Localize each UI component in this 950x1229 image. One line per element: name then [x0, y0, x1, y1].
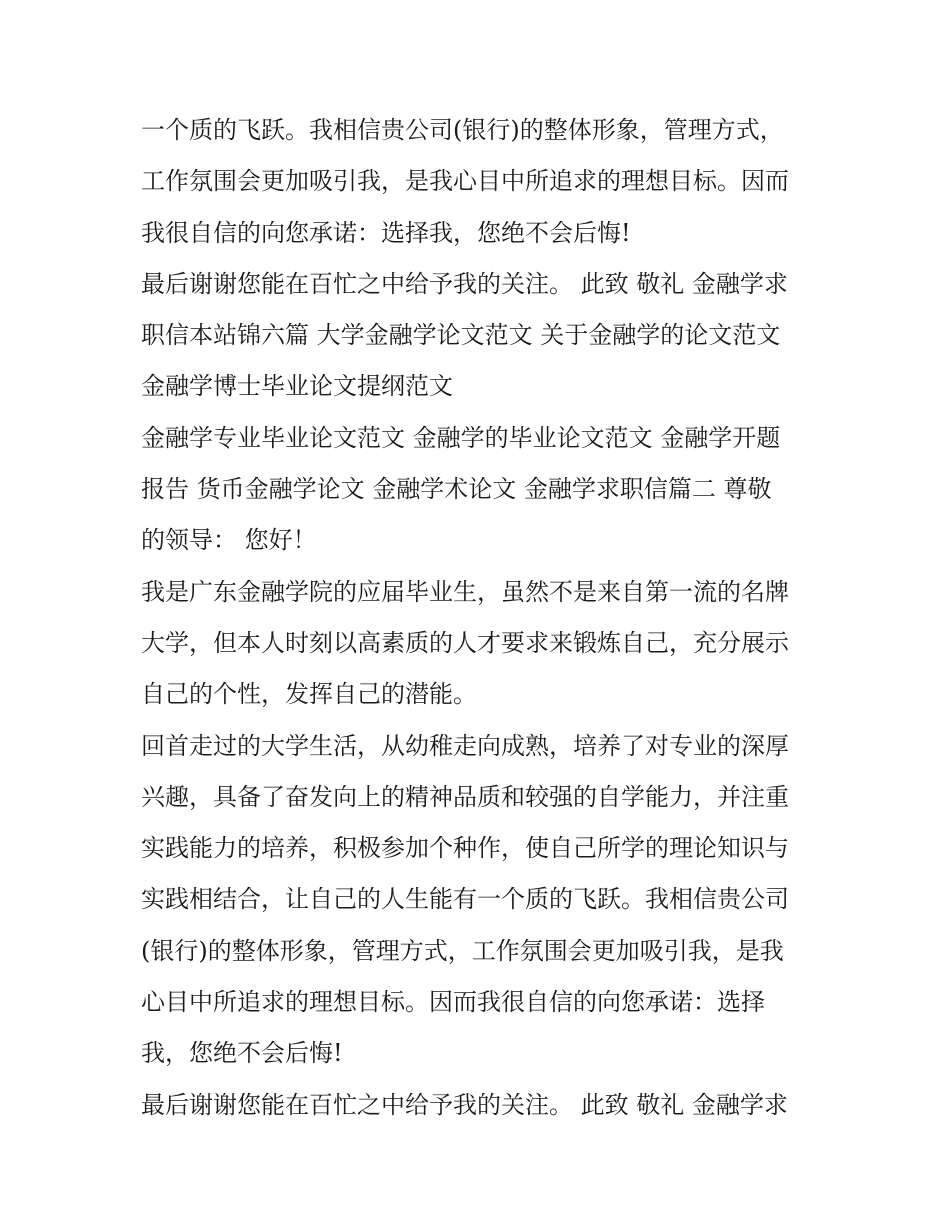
- text-line: 报告 货币金融学论文 金融学术论文 金融学求职信篇二 尊敬: [141, 475, 772, 504]
- text-line: 金融学博士毕业论文提纲范文: [141, 372, 453, 401]
- text-line: 大学，但本人时刻以高素质的人才要求来锻炼自己，充分展示: [141, 628, 789, 657]
- text-line: 我，您绝不会后悔!: [141, 1039, 343, 1068]
- text-line: 我是广东金融学院的应届毕业生，虽然不是来自第一流的名牌: [141, 577, 789, 606]
- text-line: (银行)的整体形象，管理方式，工作氛围会更加吸引我，是我: [141, 936, 784, 965]
- text-line: 最后谢谢您能在百忙之中给予我的关注。 此致 敬礼 金融学求: [141, 269, 788, 298]
- body-text: [141, 105, 821, 1131]
- text-line: 一个质的飞跃。我相信贵公司(银行)的整体形象，管理方式，: [141, 116, 784, 144]
- text-line: 工作氛围会更加吸引我，是我心目中所追求的理想目标。因而: [141, 167, 789, 196]
- text-line: 兴趣，具备了奋发向上的精神品质和较强的自学能力，并注重: [141, 782, 789, 811]
- text-line: 职信本站锦六篇 大学金融学论文范文 关于金融学的论文范文: [141, 321, 781, 350]
- text-line: 回首走过的大学生活，从幼稚走向成熟，培养了对专业的深厚: [141, 731, 789, 760]
- text-line: 最后谢谢您能在百忙之中给予我的关注。 此致 敬礼 金融学求: [141, 1090, 788, 1119]
- text-line: 的领导： 您好！: [141, 526, 317, 555]
- text-line: 心目中所追求的理想目标。因而我很自信的向您承诺：选择: [141, 988, 765, 1017]
- text-line: 自己的个性，发挥自己的潜能。: [141, 680, 477, 709]
- text-line: 金融学专业毕业论文范文 金融学的毕业论文范文 金融学开题: [141, 423, 781, 452]
- text-line: 实践相结合，让自己的人生能有一个质的飞跃。我相信贵公司: [141, 885, 789, 914]
- text-line: 我很自信的向您承诺：选择我，您绝不会后悔!: [141, 218, 631, 247]
- text-line: 实践能力的培养，积极参加个种作，使自己所学的理论知识与: [141, 834, 789, 863]
